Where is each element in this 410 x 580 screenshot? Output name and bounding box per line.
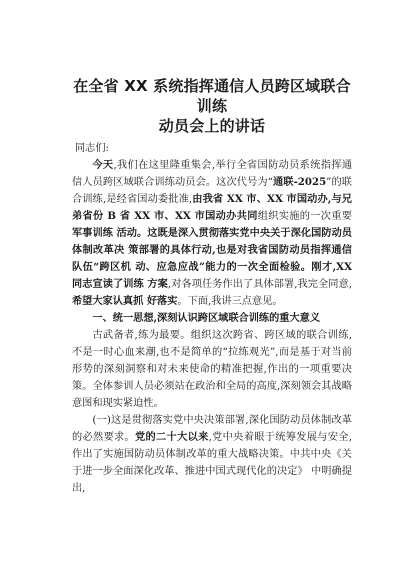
paragraph-reform: [72, 412, 352, 497]
opening-text-4: ,对各项任务作出了具体部署,我完全同意,: [167, 279, 353, 290]
opening-text-5: 。下面,我讲三点意见。: [177, 296, 283, 307]
document-title: [72, 76, 352, 136]
title-line-2: 动员会上的讲话: [158, 117, 266, 135]
paragraph-opening: [72, 157, 352, 310]
reform-congress: 党的二十大以来: [135, 431, 209, 443]
paragraph-significance: 古武备者,练为最要。组织这次跨省、跨区域的联合训练,不是一时心血来潮,也不是简单的“拉练观光”,而是基于对当前 形势的深刻洞察和对未来使命的精准把握,作出的一项重要决策。全体参训人员必须站在政治和全局的高度,深刻领会其战略意图和现实紧迫性。: [72, 330, 352, 409]
reform-text-1: (一)这是贯彻落实党中央决策部署,深化国防动员体制改革的必然要求。: [72, 415, 352, 443]
opening-hope: 希望大家认真抓 好落实: [72, 295, 178, 307]
opening-plan: 方案: [147, 278, 168, 290]
salutation: 同志们:: [75, 143, 109, 154]
opening-text-1: ,我们在这里隆重集会,举行全省国防动员系统指挥通信人员跨区域联合训练动员会。这次代号为“: [72, 160, 353, 188]
opening-organizers: 由我省 XX 市、XX 市国动办,与兄弟省份 B 省 XX 市、XX 市国动办共同: [72, 193, 352, 222]
opening-codename: 通联-2025: [272, 176, 327, 188]
opening-today: 今天: [92, 159, 114, 171]
document-body: [72, 76, 352, 497]
opening-military-training: 军事训练 活动。这既是深入贯彻落实党中央关于深化国防动员体制改革决 策部署的具体行动,也是对我省国防动员指挥通信队伍“跨区机 动、应急应战”能力的一次全面检验。刚才,XX 同志宣读了训练: [72, 227, 352, 290]
opening-text-3: 组织实施的一次重要: [257, 211, 352, 222]
opening-text-2: ”的联合训练,是经省国动委批准,: [72, 177, 352, 205]
title-line-1: 在全省 XX 系统指挥通信人员跨区域联合训练: [73, 77, 351, 115]
reform-text-2: ,党中央着眼于统筹发展与安全,作出了实施国防动员体制改革的重大战略决策。中共中央《关于进一步全面深化改革、推进中国式现代化的决定》 中明确提出,: [72, 432, 353, 494]
section-heading-1: 一、统一思想,深刻认识跨区域联合训练的重大意义: [92, 312, 321, 324]
